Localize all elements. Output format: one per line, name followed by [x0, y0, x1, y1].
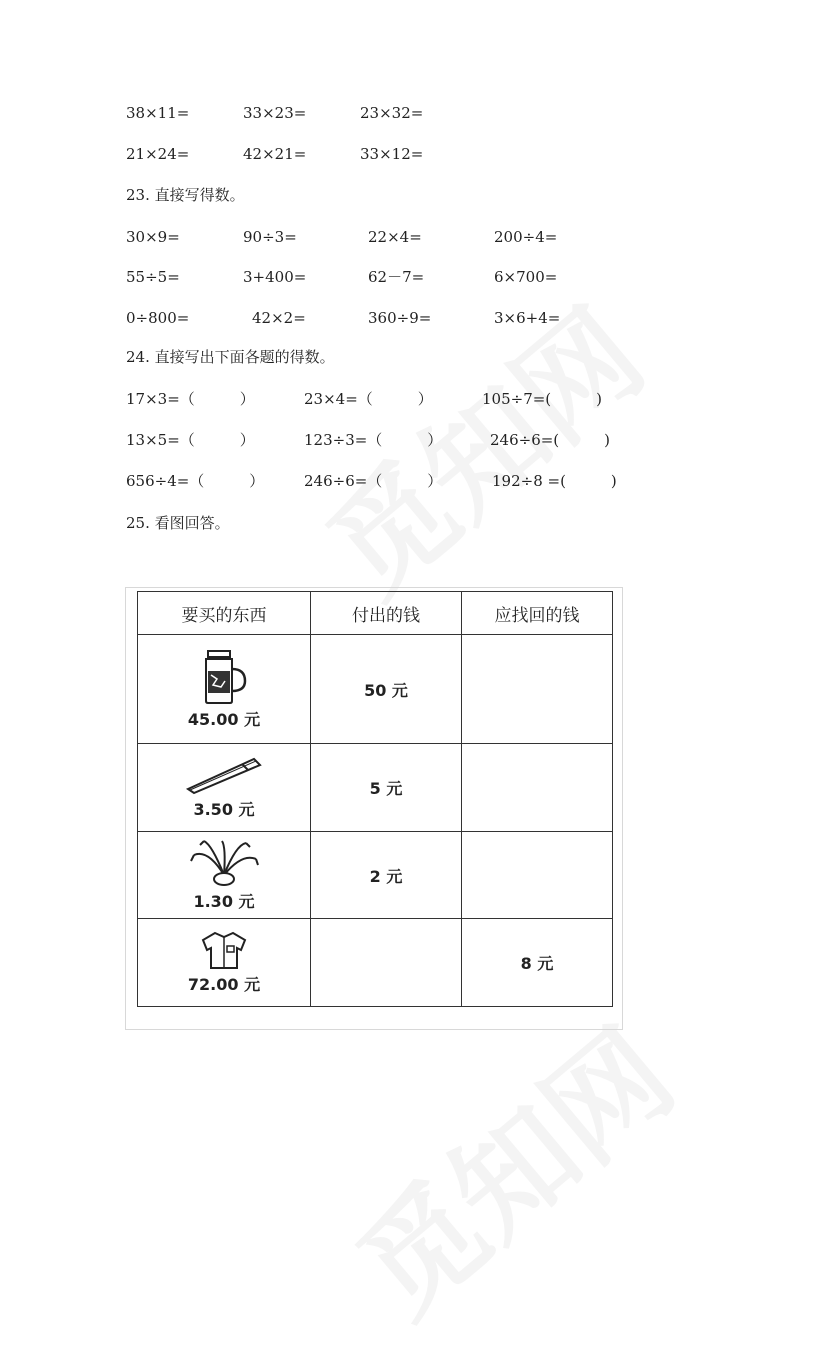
problem: 22×4=: [368, 228, 422, 246]
problem: 42×21=: [243, 145, 307, 163]
paid-cell: [311, 919, 462, 1007]
table-header-row: [138, 592, 613, 635]
header-change: 应找回的钱: [462, 592, 613, 635]
problem: 13×5=（ ）: [126, 431, 255, 449]
problem: 0÷800=: [126, 309, 190, 327]
table-row: [138, 832, 613, 919]
item-price: 3.50 元: [193, 800, 255, 819]
table-row: [138, 744, 613, 832]
item-price: 45.00 元: [187, 709, 261, 729]
problem: 23×4=（ ）: [304, 390, 433, 408]
question-23-title: 23. 直接写得数。: [126, 186, 245, 204]
item-price: 72.00 元: [187, 975, 261, 994]
pen-icon: [184, 755, 264, 795]
problem: 38×11=: [126, 104, 190, 122]
problem: 55÷5=: [126, 268, 180, 286]
table-row: [138, 919, 613, 1007]
item-cell: [138, 744, 311, 832]
paid-cell: 2 元: [311, 832, 462, 919]
header-item: 要买的东西: [138, 592, 311, 635]
problem: 360÷9=: [368, 309, 432, 327]
table-row: [138, 635, 613, 744]
shirt-icon: [199, 930, 249, 970]
plant-icon: [188, 839, 260, 887]
header-paid: 付出的钱: [311, 592, 462, 635]
problem: 42×2=: [252, 309, 306, 327]
problem: 192÷8 =( ): [492, 472, 617, 490]
item-cell: [138, 635, 311, 744]
problem: 200÷4=: [494, 228, 558, 246]
watermark: [317, 984, 703, 1347]
change-cell: [462, 635, 613, 744]
problem: 30×9=: [126, 228, 180, 246]
problem: 23×32=: [360, 104, 424, 122]
problem: 33×23=: [243, 104, 307, 122]
item-cell: [138, 832, 311, 919]
problem: 3+400=: [243, 268, 307, 286]
paid-cell: 5 元: [311, 744, 462, 832]
problem: 6×700=: [494, 268, 558, 286]
problem: 62－7=: [368, 268, 425, 286]
problem: 90÷3=: [243, 228, 297, 246]
item-cell: [138, 919, 311, 1007]
thermos-icon: [199, 649, 249, 705]
change-cell: [462, 744, 613, 832]
problem: 656÷4=（ ）: [126, 472, 265, 490]
problem: 3×6+4=: [494, 309, 561, 327]
problem: 105÷7=( ): [482, 390, 603, 408]
question-25-title: 25. 看图回答。: [126, 514, 230, 532]
question-24-title: 24. 直接写出下面各题的得数。: [126, 348, 335, 366]
change-table: [137, 591, 613, 1007]
change-cell: [462, 832, 613, 919]
problem: 33×12=: [360, 145, 424, 163]
problem: 246÷6=( ): [490, 431, 611, 449]
problem: 21×24=: [126, 145, 190, 163]
price-figure: [125, 587, 623, 1030]
item-price: 1.30 元: [193, 891, 255, 911]
paid-cell: 50 元: [311, 635, 462, 744]
problem: 246÷6=（ ）: [304, 472, 443, 490]
problem: 17×3=（ ）: [126, 390, 255, 408]
change-cell: 8 元: [462, 919, 613, 1007]
problem: 123÷3=（ ）: [304, 431, 443, 449]
